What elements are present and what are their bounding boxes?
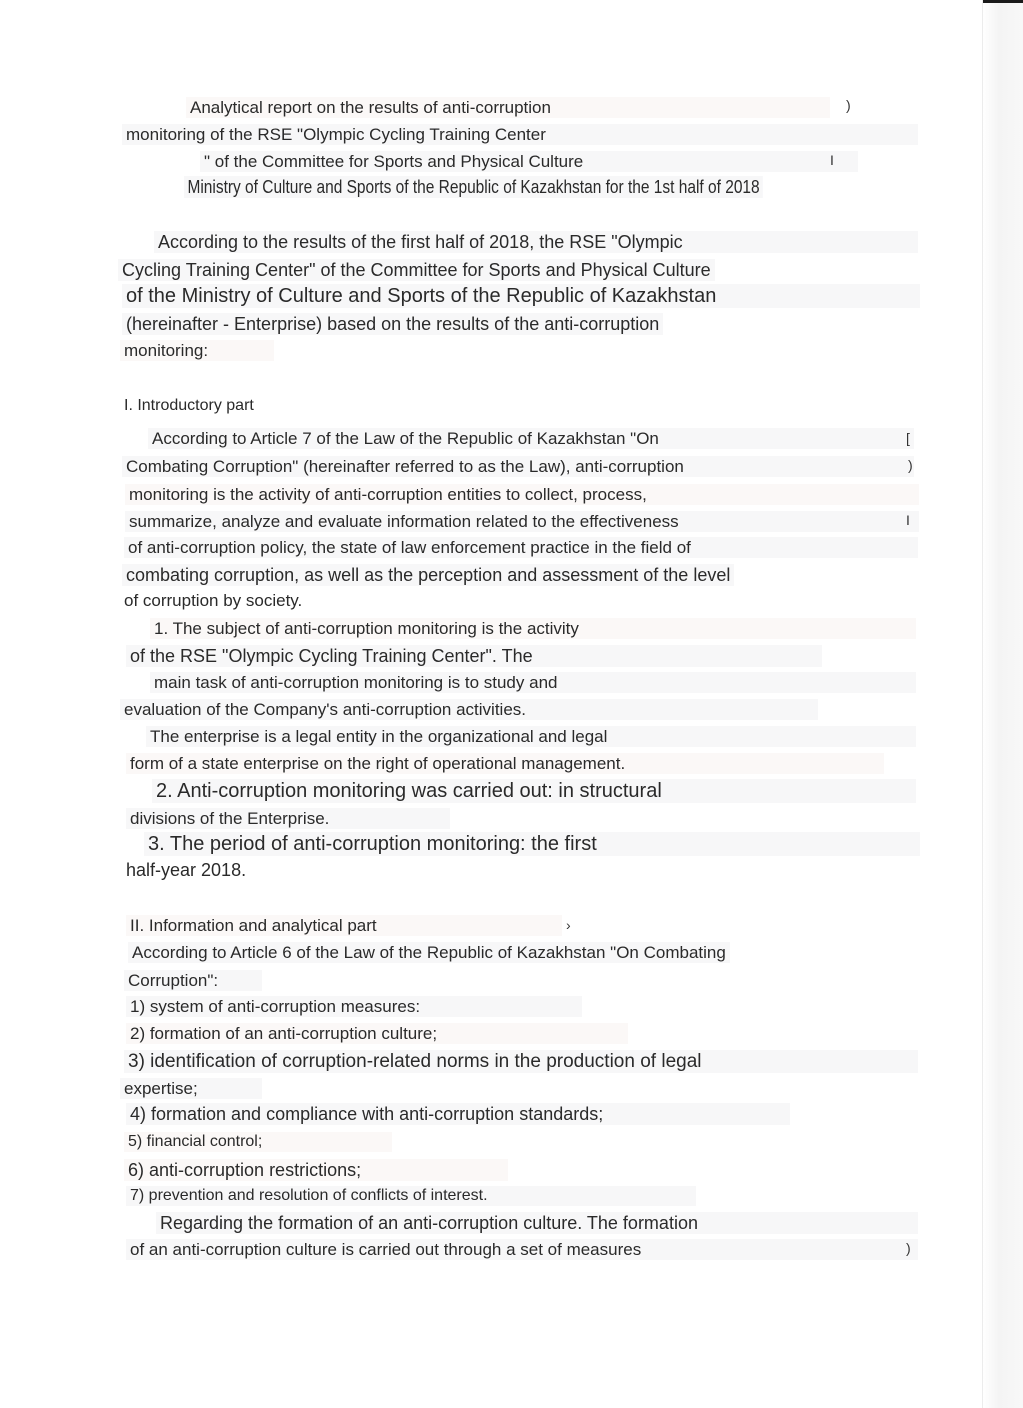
scan-artifact-mark: ) — [846, 97, 851, 113]
list-item: 1) system of anti-corruption measures: — [126, 996, 582, 1017]
intro-line-1: According to the results of the first half of 2018, the RSE "Olympic — [154, 231, 918, 253]
scan-artifact-mark: ) — [906, 1240, 911, 1256]
closing-line: of an anti-corruption culture is carried out through a set of measures — [126, 1239, 918, 1260]
report-title-line-2: monitoring of the RSE "Olympic Cycling Training Center — [122, 124, 918, 145]
section-1-para-line: combating corruption, as well as the perception and assessment of the level — [122, 564, 734, 586]
item-1-line: 1. The subject of anti-corruption monitoring is the activity — [150, 618, 916, 639]
item-1-line: form of a state enterprise on the right of operational management. — [126, 753, 884, 774]
scan-artifact-mark: ) — [908, 457, 913, 473]
list-item: expertise; — [120, 1078, 262, 1099]
scan-artifact-mark: I — [830, 152, 834, 168]
section-2-intro-line: According to Article 6 of the Law of the Republic of Kazakhstan "On Combating — [128, 942, 730, 963]
item-3-line: 3. The period of anti-corruption monitoring: the first — [144, 832, 920, 856]
section-1-para-line: of corruption by society. — [124, 591, 303, 610]
item-1-line: main task of anti-corruption monitoring is to study and — [150, 672, 916, 693]
section-1-para-line: summarize, analyze and evaluate information related to the effectiveness — [125, 511, 919, 532]
list-item: 6) anti-corruption restrictions; — [124, 1159, 508, 1181]
list-item: 7) prevention and resolution of conflicts of interest. — [126, 1186, 696, 1206]
section-2-intro-line: Corruption": — [124, 970, 262, 991]
list-item: 4) formation and compliance with anti-corruption standards; — [126, 1103, 790, 1125]
list-item: 3) identification of corruption-related norms in the production of legal — [124, 1050, 918, 1073]
item-2-line: 2. Anti-corruption monitoring was carried out: in structural — [152, 779, 916, 803]
item-1-line: The enterprise is a legal entity in the organizational and legal — [146, 726, 916, 747]
closing-line: Regarding the formation of an anti-corruption culture. The formation — [156, 1212, 918, 1234]
item-1-line: of the RSE "Olympic Cycling Training Center". The — [126, 645, 822, 667]
section-1-para-line: monitoring is the activity of anti-corruption entities to collect, process, — [125, 484, 919, 505]
scan-artifact-mark: › — [566, 917, 571, 933]
scan-artifact-mark: [ — [906, 430, 910, 446]
section-1-para-line: According to Article 7 of the Law of the Republic of Kazakhstan "On — [148, 428, 914, 449]
page-edge-shadow — [982, 0, 1023, 1408]
item-1-line: evaluation of the Company's anti-corruption activities. — [120, 699, 818, 720]
intro-line-3: of the Ministry of Culture and Sports of the Republic of Kazakhstan — [122, 284, 920, 308]
report-title-line-4: Ministry of Culture and Sports of the Republic of Kazakhstan for the 1st half of 2018 — [184, 176, 763, 198]
page-edge-bar — [983, 0, 1023, 3]
report-title-line-3: " of the Committee for Sports and Physical Culture — [200, 151, 858, 172]
list-item: 5) financial control; — [124, 1132, 392, 1152]
intro-line-4: (hereinafter - Enterprise) based on the results of the anti-corruption — [122, 313, 663, 335]
section-1-para-line: Combating Corruption" (hereinafter referred to as the Law), anti-corruption — [122, 456, 914, 477]
item-2-line: divisions of the Enterprise. — [126, 808, 450, 829]
scan-artifact-mark: I — [906, 512, 910, 528]
item-3-line: half-year 2018. — [126, 860, 247, 880]
intro-line-5: monitoring: — [120, 340, 274, 361]
report-title-line-1: Analytical report on the results of anti-corruption — [186, 97, 830, 118]
list-item: 2) formation of an anti-corruption culture; — [126, 1023, 628, 1044]
section-1-para-line: of anti-corruption policy, the state of law enforcement practice in the field of — [124, 537, 918, 558]
section-2-heading: II. Information and analytical part — [126, 915, 562, 936]
intro-line-2: Cycling Training Center" of the Committee for Sports and Physical Culture — [118, 259, 715, 281]
section-1-heading: I. Introductory part — [124, 397, 254, 414]
